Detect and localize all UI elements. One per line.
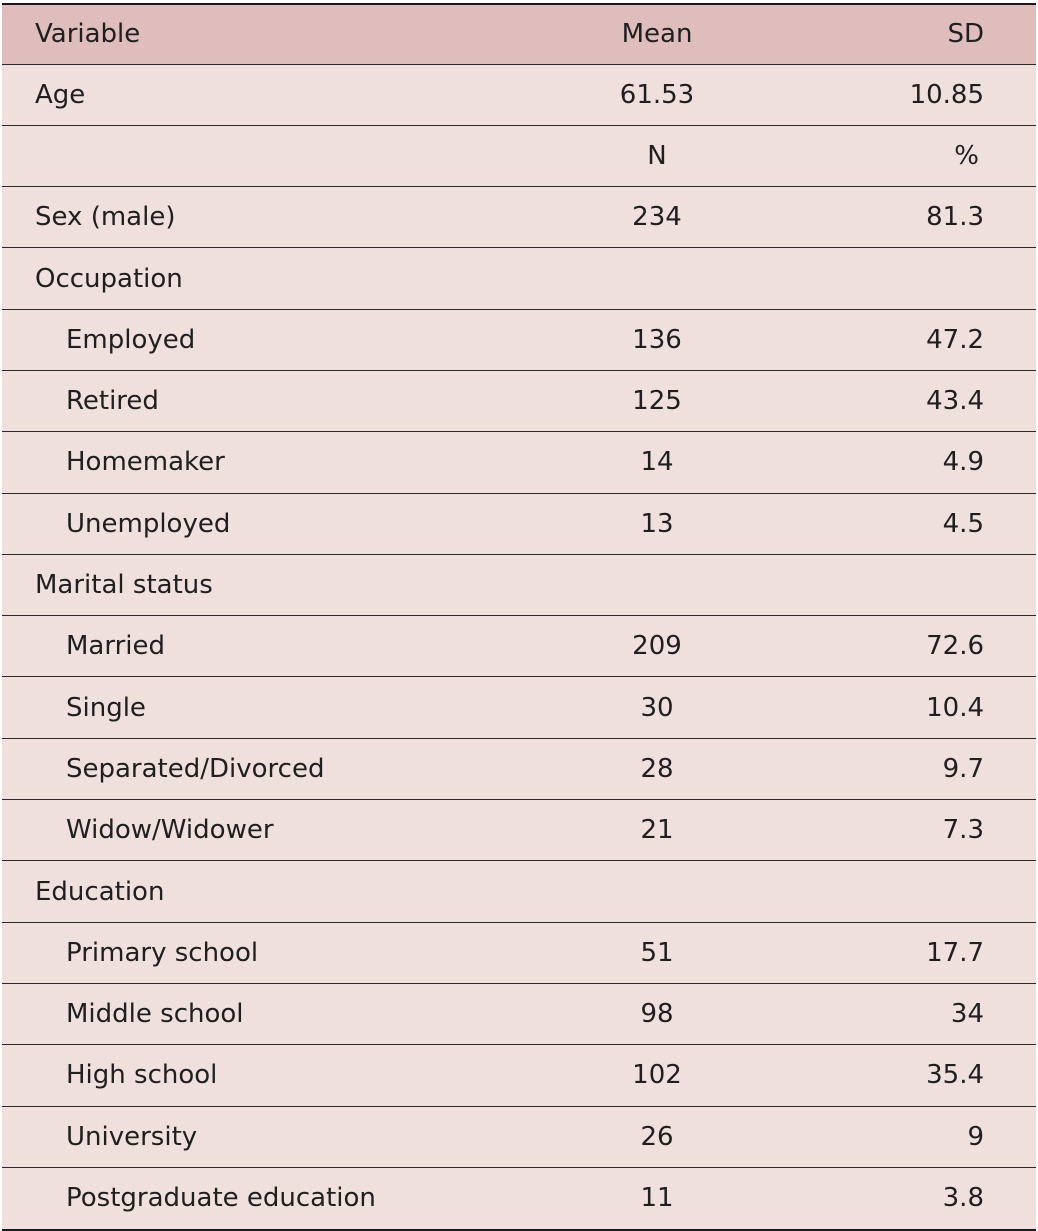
row-value-n: 11 (640, 1183, 674, 1214)
row-value-percent: 43.4 (926, 386, 984, 417)
row-value-n: 136 (632, 324, 682, 355)
row-label: Middle school (66, 999, 244, 1030)
row-label: Age (35, 79, 86, 110)
table-row (2, 64, 1036, 125)
table-row (2, 1106, 1036, 1167)
row-label: University (66, 1121, 198, 1152)
row-value-percent: 10.4 (926, 692, 984, 723)
row-value-n: 13 (640, 508, 674, 539)
row-value-n: 28 (640, 753, 674, 784)
row-value-n: 14 (640, 447, 674, 478)
row-value-n: 61.53 (619, 79, 695, 110)
row-label: Education (35, 876, 165, 907)
row-value-percent: 3.8 (942, 1183, 984, 1214)
row-value-n (570, 554, 744, 615)
table-row (2, 248, 1036, 309)
row-label: Sex (male) (35, 202, 176, 233)
table-row (2, 309, 1036, 370)
row-value-n: 51 (640, 937, 674, 968)
table-row (2, 616, 1036, 677)
row-value-percent: 10.85 (909, 79, 984, 110)
row-label: Employed (66, 324, 196, 355)
table-row (2, 1167, 1036, 1228)
table-header (2, 5, 1036, 64)
row-value-n: N (647, 140, 667, 171)
row-value-n: 209 (632, 631, 682, 662)
table-row (2, 677, 1036, 738)
header-mean: Mean (621, 19, 693, 50)
table-row (2, 370, 1036, 431)
row-value-percent: 17.7 (926, 937, 984, 968)
table-row (2, 983, 1036, 1044)
row-label: Occupation (35, 263, 183, 294)
row-label: Unemployed (66, 508, 231, 539)
row-value-percent: 9 (967, 1121, 984, 1152)
header-variable: Variable (35, 19, 141, 50)
row-label: Primary school (66, 937, 259, 968)
table-row (2, 432, 1036, 493)
row-value-percent: 72.6 (926, 631, 984, 662)
row-label: Homemaker (66, 447, 225, 478)
row-value-percent: 7.3 (942, 815, 984, 846)
table-row (2, 1045, 1036, 1106)
table-row (2, 738, 1036, 799)
row-value-percent: 9.7 (942, 753, 984, 784)
row-value-n: 234 (632, 202, 682, 233)
row-value-percent: % (954, 140, 979, 171)
table-row (2, 187, 1036, 248)
row-label (2, 125, 570, 186)
row-value-percent: 47.2 (926, 324, 984, 355)
row-value-n: 30 (640, 692, 674, 723)
row-value-percent: 4.5 (942, 508, 984, 539)
row-label: Postgraduate education (66, 1183, 376, 1214)
row-label: Widow/Widower (66, 815, 274, 846)
header-sd: SD (947, 19, 984, 50)
table-row (2, 861, 1036, 922)
row-value-n: 102 (632, 1060, 682, 1091)
table-row (2, 554, 1036, 615)
row-label: Single (66, 692, 146, 723)
row-value-n: 21 (640, 815, 674, 846)
row-value-percent (744, 861, 1036, 922)
row-value-percent (744, 248, 1036, 309)
row-value-percent: 4.9 (942, 447, 984, 478)
table-row (2, 493, 1036, 554)
table-row (2, 125, 1036, 186)
row-value-percent: 34 (950, 999, 984, 1030)
demographics-table (2, 5, 1036, 1229)
row-label: Married (66, 631, 166, 662)
row-label: High school (66, 1060, 218, 1091)
row-value-percent: 35.4 (926, 1060, 984, 1091)
row-label: Separated/Divorced (66, 753, 325, 784)
row-value-n: 98 (640, 999, 674, 1030)
row-value-n: 26 (640, 1121, 674, 1152)
row-value-percent (744, 554, 1036, 615)
row-label: Retired (66, 386, 159, 417)
row-label: Marital status (35, 570, 213, 601)
row-value-n (570, 248, 744, 309)
row-value-n: 125 (632, 386, 682, 417)
row-value-percent: 81.3 (926, 202, 984, 233)
table-row (2, 800, 1036, 861)
table-row (2, 922, 1036, 983)
row-value-n (570, 861, 744, 922)
header-row (2, 5, 1036, 64)
demographics-table-container (2, 3, 1036, 1231)
table-body (2, 64, 1036, 1229)
